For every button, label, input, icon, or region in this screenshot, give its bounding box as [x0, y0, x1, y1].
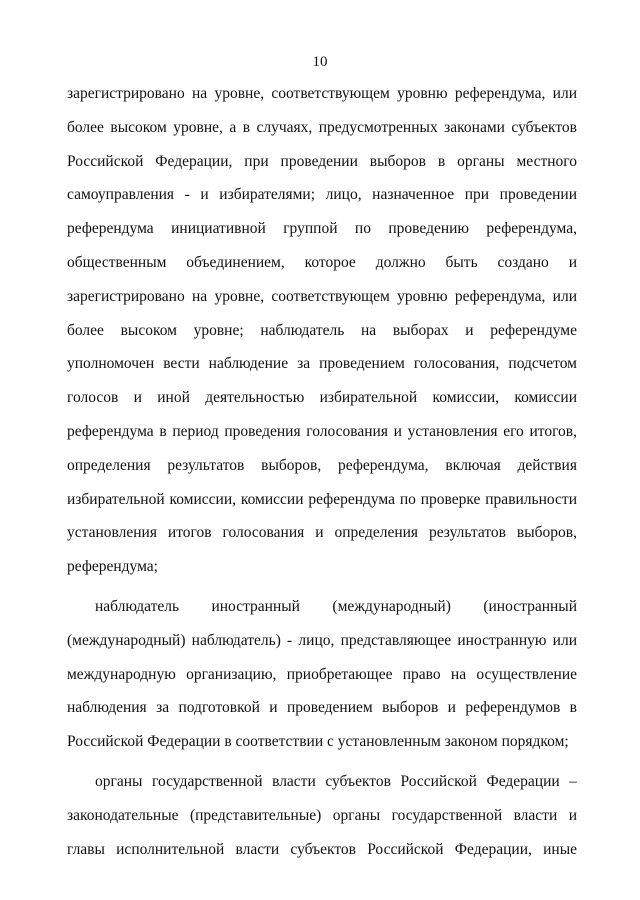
text-line: уполномочен вести наблюдение за проведением голосования, подсчетом: [67, 355, 577, 373]
text-line: наблюдатель иностранный (международный) (иностранный: [95, 597, 577, 615]
text-line: главы исполнительной власти субъектов Российской Федерации, иные: [67, 840, 577, 858]
paragraph-3: [67, 765, 577, 866]
text-line: более высоком уровне, а в случаях, предусмотренных законами субъектов: [67, 118, 577, 136]
text-line: зарегистрировано на уровне, соответствующем уровню референдума, или: [67, 287, 577, 305]
document-body: [67, 77, 577, 866]
text-line: международную организацию, приобретающее право на осуществление: [67, 665, 577, 683]
text-line: законодательные (представительные) органы государственной власти и: [67, 806, 577, 824]
text-line: (международный) наблюдатель) - лицо, представляющее иностранную или: [67, 631, 577, 649]
page-number: 10: [312, 54, 328, 70]
text-line: определения результатов выборов, референдума, включая действия: [67, 456, 577, 474]
text-line: Российской Федерации в соответствии с установленным законом порядком;: [67, 733, 569, 751]
text-line: самоуправления - и избирателями; лицо, назначенное при проведении: [67, 186, 577, 204]
text-line: голосов и иной деятельностью избирательной комиссии, комиссии: [67, 389, 577, 407]
text-line: органы государственной власти субъектов Российской Федерации –: [95, 772, 577, 790]
text-line: зарегистрировано на уровне, соответствующем уровню референдума, или: [67, 85, 577, 102]
text-line: избирательной комиссии, комиссии референдума по проверке правильности: [67, 490, 577, 508]
text-line: референдума инициативной группой по проведению референдума,: [67, 220, 577, 238]
text-line: установления итогов голосования и определения результатов выборов,: [67, 524, 577, 542]
text-line: наблюдения за подготовкой и проведением выборов и референдумов в: [67, 699, 577, 717]
text-line: общественным объединением, которое должно быть создано и: [67, 253, 577, 271]
text-line: более высоком уровне; наблюдатель на выборах и референдуме: [67, 321, 577, 339]
text-line: Российской Федерации, при проведении выборов в органы местного: [67, 152, 577, 170]
text-line: референдума в период проведения голосования и установления его итогов,: [67, 422, 577, 440]
paragraph-2: [67, 590, 577, 759]
text-line: референдума;: [67, 558, 158, 576]
paragraph-1: [67, 77, 577, 584]
